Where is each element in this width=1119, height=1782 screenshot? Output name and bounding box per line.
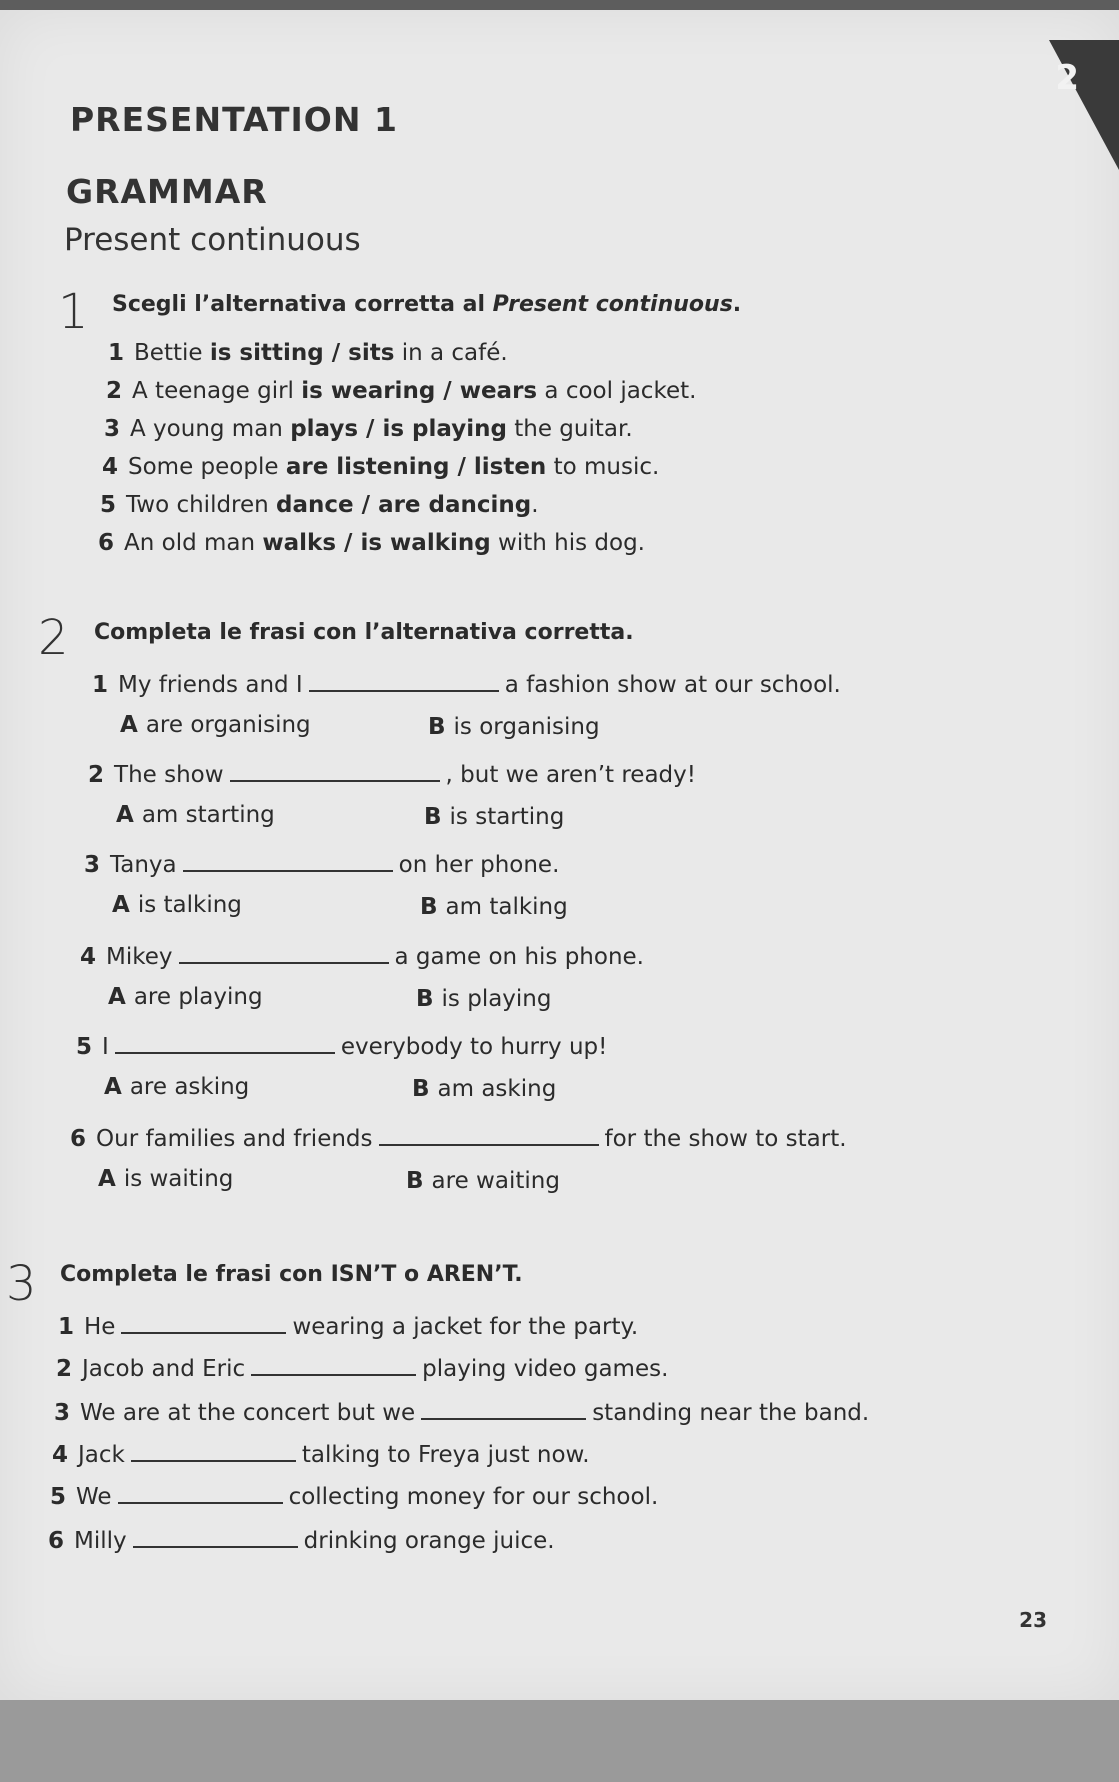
option-b-letter: B xyxy=(424,804,442,830)
item-number: 2 xyxy=(106,378,123,404)
option-a[interactable] xyxy=(120,712,311,738)
item-text-end: , but we aren’t ready! xyxy=(445,762,696,788)
answer-blank[interactable] xyxy=(133,1528,298,1548)
exercise-3-item xyxy=(50,1484,658,1510)
option-b[interactable] xyxy=(406,1168,560,1194)
option-a-text: is talking xyxy=(137,892,242,918)
exercise-2-item xyxy=(80,944,644,970)
exercise-3-instruction: Completa le frasi con ISN’T o AREN’T. xyxy=(60,1262,523,1287)
option-2[interactable]: is playing xyxy=(382,416,507,442)
option-2[interactable]: wears xyxy=(459,378,538,404)
item-number: 5 xyxy=(100,492,117,518)
option-b-text: are waiting xyxy=(431,1168,560,1194)
exercise-2-instruction: Completa le frasi con l’alternativa corretta. xyxy=(94,620,634,645)
item-number: 5 xyxy=(76,1034,93,1060)
option-a-letter: A xyxy=(116,802,134,828)
answer-blank[interactable] xyxy=(118,1484,283,1504)
exercise-3-item xyxy=(52,1442,590,1468)
topic-title: Present continuous xyxy=(64,222,361,258)
item-text: Two children xyxy=(126,492,277,518)
option-2[interactable]: is walking xyxy=(360,530,491,556)
item-number: 2 xyxy=(56,1356,73,1382)
option-a[interactable] xyxy=(112,892,242,918)
exercise-1-instruction xyxy=(112,292,741,317)
exercise-1-item xyxy=(106,378,696,404)
item-number: 6 xyxy=(70,1126,87,1152)
exercise-1-item xyxy=(108,340,508,366)
item-number: 3 xyxy=(84,852,101,878)
section-title: GRAMMAR xyxy=(66,172,268,211)
item-text: Some people xyxy=(128,454,286,480)
option-separator: / xyxy=(336,530,361,556)
option-b[interactable] xyxy=(428,714,600,740)
answer-blank[interactable] xyxy=(179,944,389,964)
item-number: 1 xyxy=(58,1314,75,1340)
option-a-text: is waiting xyxy=(123,1166,234,1192)
item-text-end: drinking orange juice. xyxy=(303,1528,555,1554)
option-2[interactable]: sits xyxy=(348,340,395,366)
item-text-end: on her phone. xyxy=(398,852,560,878)
answer-blank[interactable] xyxy=(121,1314,286,1334)
exercise-1-number: 1 xyxy=(58,284,89,340)
item-text: Tanya xyxy=(110,852,177,878)
item-text: My friends and I xyxy=(118,672,303,698)
answer-blank[interactable] xyxy=(309,672,499,692)
exercise-3-item xyxy=(54,1400,869,1426)
exercise-3-item xyxy=(58,1314,638,1340)
item-text: He xyxy=(84,1314,116,1340)
answer-blank[interactable] xyxy=(131,1442,296,1462)
option-separator: / xyxy=(358,416,383,442)
option-1[interactable]: are listening xyxy=(285,454,450,480)
answer-blank[interactable] xyxy=(251,1356,416,1376)
option-b-letter: B xyxy=(428,714,446,740)
item-number: 5 xyxy=(50,1484,67,1510)
option-a-letter: A xyxy=(120,712,138,738)
answer-blank[interactable] xyxy=(183,852,393,872)
item-text-end: to music. xyxy=(546,454,660,480)
item-text-end: the guitar. xyxy=(506,416,633,442)
item-text-end: with his dog. xyxy=(490,530,645,556)
item-text: An old man xyxy=(124,530,263,556)
option-b-text: am talking xyxy=(445,894,568,920)
option-a-letter: A xyxy=(112,892,130,918)
option-a-text: are playing xyxy=(133,984,263,1010)
answer-blank[interactable] xyxy=(379,1126,599,1146)
answer-blank[interactable] xyxy=(115,1034,335,1054)
option-a-text: are asking xyxy=(129,1074,250,1100)
option-b[interactable] xyxy=(416,986,551,1012)
item-text-end: talking to Freya just now. xyxy=(301,1442,590,1468)
item-text: The show xyxy=(114,762,224,788)
bottom-edge xyxy=(0,1700,1119,1782)
item-text-end: a game on his phone. xyxy=(394,944,644,970)
item-text-end: a cool jacket. xyxy=(537,378,697,404)
option-1[interactable]: dance xyxy=(276,492,354,518)
item-number: 1 xyxy=(92,672,109,698)
unit-number: 2 xyxy=(1055,58,1079,98)
answer-blank[interactable] xyxy=(230,762,440,782)
item-text-end: in a café. xyxy=(394,340,508,366)
item-text-end: collecting money for our school. xyxy=(288,1484,659,1510)
item-text: Jack xyxy=(78,1442,125,1468)
answer-blank[interactable] xyxy=(421,1400,586,1420)
option-a[interactable] xyxy=(98,1166,233,1192)
item-number: 3 xyxy=(54,1400,71,1426)
option-b-text: is playing xyxy=(441,986,552,1012)
exercise-2-item xyxy=(92,672,841,698)
option-b-letter: B xyxy=(420,894,438,920)
exercise-2-item xyxy=(88,762,696,788)
item-text-end: playing video games. xyxy=(422,1356,669,1382)
item-text-end: everybody to hurry up! xyxy=(340,1034,608,1060)
presentation-title: PRESENTATION 1 xyxy=(70,100,398,139)
exercise-3-item xyxy=(56,1356,668,1382)
item-number: 4 xyxy=(52,1442,69,1468)
option-b-letter: B xyxy=(416,986,434,1012)
option-2[interactable]: listen xyxy=(473,454,547,480)
item-text-end: . xyxy=(531,492,539,518)
exercise-3-number: 3 xyxy=(6,1256,37,1312)
option-2[interactable]: are dancing xyxy=(378,492,532,518)
option-a-letter: A xyxy=(104,1074,122,1100)
option-a-letter: A xyxy=(98,1166,116,1192)
option-a[interactable] xyxy=(104,1074,249,1100)
exercise-2-item xyxy=(70,1126,847,1152)
instruction-italic: Present continuous xyxy=(492,292,733,317)
option-b[interactable] xyxy=(412,1076,556,1102)
option-b-text: is starting xyxy=(449,804,565,830)
option-1[interactable]: is wearing xyxy=(301,378,436,404)
option-b-letter: B xyxy=(406,1168,424,1194)
item-number: 2 xyxy=(88,762,105,788)
instruction-text: Scegli l’alternativa corretta al xyxy=(112,292,493,317)
item-text: We are at the concert but we xyxy=(80,1400,416,1426)
item-text: A teenage girl xyxy=(132,378,302,404)
item-number: 6 xyxy=(48,1528,65,1554)
item-text: We xyxy=(76,1484,112,1510)
option-1[interactable]: is sitting xyxy=(209,340,324,366)
option-1[interactable]: plays xyxy=(290,416,359,442)
exercise-3-item xyxy=(48,1528,555,1554)
item-text-end: standing near the band. xyxy=(592,1400,870,1426)
option-separator: / xyxy=(323,340,349,366)
page-number: 23 xyxy=(1019,1608,1047,1632)
option-separator: / xyxy=(353,492,379,518)
item-number: 4 xyxy=(80,944,97,970)
option-a-text: am starting xyxy=(141,802,275,828)
item-text: Bettie xyxy=(134,340,210,366)
option-a[interactable] xyxy=(108,984,263,1010)
exercise-2-number: 2 xyxy=(38,610,69,666)
item-text: A young man xyxy=(130,416,291,442)
exercise-1-item xyxy=(104,416,633,442)
instruction-end: . xyxy=(732,292,742,317)
option-a-text: are organising xyxy=(145,712,311,738)
exercise-2-item xyxy=(84,852,559,878)
option-a[interactable] xyxy=(116,802,275,828)
option-b[interactable] xyxy=(420,894,568,920)
option-b-letter: B xyxy=(412,1076,430,1102)
option-separator: / xyxy=(449,454,474,480)
exercise-1-item xyxy=(102,454,659,480)
item-text: Mikey xyxy=(106,944,173,970)
item-number: 3 xyxy=(104,416,121,442)
item-text-end: a fashion show at our school. xyxy=(504,672,841,698)
item-text: Jacob and Eric xyxy=(82,1356,246,1382)
item-number: 6 xyxy=(98,530,115,556)
item-text: Our families and friends xyxy=(96,1126,373,1152)
item-number: 4 xyxy=(102,454,119,480)
item-number: 1 xyxy=(108,340,125,366)
option-separator: / xyxy=(435,378,460,404)
option-b-text: am asking xyxy=(437,1076,557,1102)
item-text-end: for the show to start. xyxy=(604,1126,847,1152)
option-b[interactable] xyxy=(424,804,564,830)
option-1[interactable]: walks xyxy=(262,530,337,556)
exercise-2-item xyxy=(76,1034,607,1060)
option-a-letter: A xyxy=(108,984,126,1010)
exercise-1-item xyxy=(98,530,645,556)
item-text: I xyxy=(102,1034,109,1060)
item-text-end: wearing a jacket for the party. xyxy=(292,1314,639,1340)
exercise-1-item xyxy=(100,492,539,518)
option-b-text: is organising xyxy=(453,714,600,740)
item-text: Milly xyxy=(74,1528,127,1554)
